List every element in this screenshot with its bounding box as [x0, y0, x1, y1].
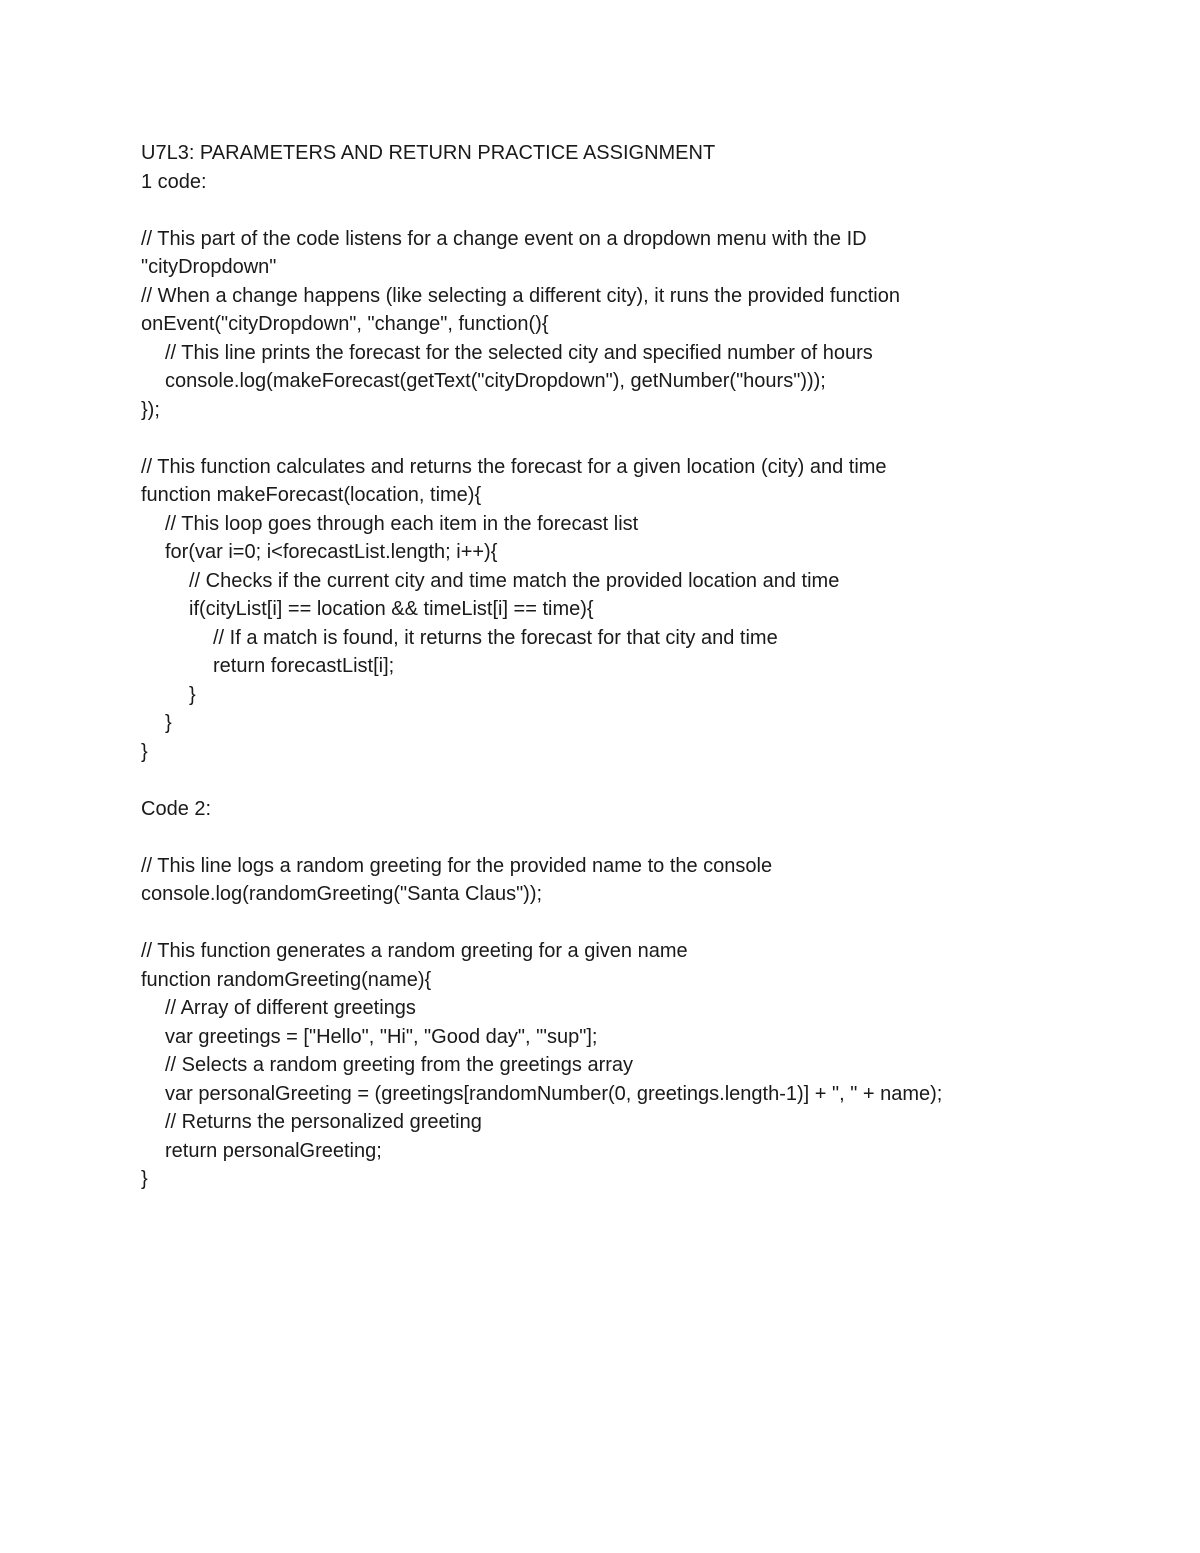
code-line: function randomGreeting(name){ [141, 968, 432, 991]
code-line: console.log(randomGreeting("Santa Claus")); [141, 883, 543, 905]
code-comment: // Checks if the current city and time match the provided location and time [189, 569, 840, 592]
code-line: var personalGreeting = (greetings[randomNumber(0, greetings.length-1)] + ", " + name); [165, 1082, 943, 1105]
code-line: } [141, 1168, 148, 1190]
code-line: if(cityList[i] == location && timeList[i] == time){ [189, 598, 594, 620]
blank-line [141, 823, 1141, 852]
code-line: } [189, 683, 196, 706]
code-comment: // This part of the code listens for a change event on a dropdown menu with the ID [141, 227, 867, 250]
code-line: function makeForecast(location, time){ [141, 484, 482, 506]
code-comment: // When a change happens (like selecting a different city), it runs the provided function [141, 284, 900, 307]
blank-line [141, 196, 1141, 225]
code-comment: // If a match is found, it returns the forecast for that city and time [213, 626, 778, 649]
code-comment: // Returns the personalized greeting [165, 1111, 482, 1133]
code-line: return personalGreeting; [165, 1139, 382, 1162]
code-line: } [165, 712, 172, 734]
code-line: var greetings = ["Hello", "Hi", "Good day", "'sup"]; [165, 1025, 598, 1048]
blank-line [141, 424, 1141, 453]
code-comment: // Array of different greetings [165, 997, 416, 1019]
code-line: for(var i=0; i<forecastList.length; i++){ [165, 541, 498, 563]
code1-heading: 1 code: [141, 170, 207, 193]
code-comment: // This line prints the forecast for the selected city and specified number of hours [165, 341, 873, 364]
document-title: U7L3: PARAMETERS AND RETURN PRACTICE ASSIGNMENT [141, 142, 716, 164]
document-body [141, 139, 1141, 1194]
code-line: } [141, 740, 148, 763]
blank-line [141, 909, 1141, 938]
code-comment: // Selects a random greeting from the greetings array [165, 1054, 634, 1076]
code-comment: // This loop goes through each item in the forecast list [165, 512, 639, 535]
code-comment: // This line logs a random greeting for the provided name to the console [141, 854, 773, 877]
code-comment: // This function calculates and returns the forecast for a given location (city) and time [141, 455, 887, 478]
blank-line [141, 766, 1141, 795]
code-line: console.log(makeForecast(getText("cityDropdown"), getNumber("hours"))); [165, 370, 826, 392]
code-comment: // This function generates a random greeting for a given name [141, 940, 688, 962]
code2-heading: Code 2: [141, 797, 212, 820]
code-line: }); [141, 398, 160, 421]
code-line: return forecastList[i]; [213, 655, 395, 677]
code-comment-continued: "cityDropdown" [141, 256, 277, 278]
code-line: onEvent("cityDropdown", "change", function(){ [141, 313, 549, 335]
